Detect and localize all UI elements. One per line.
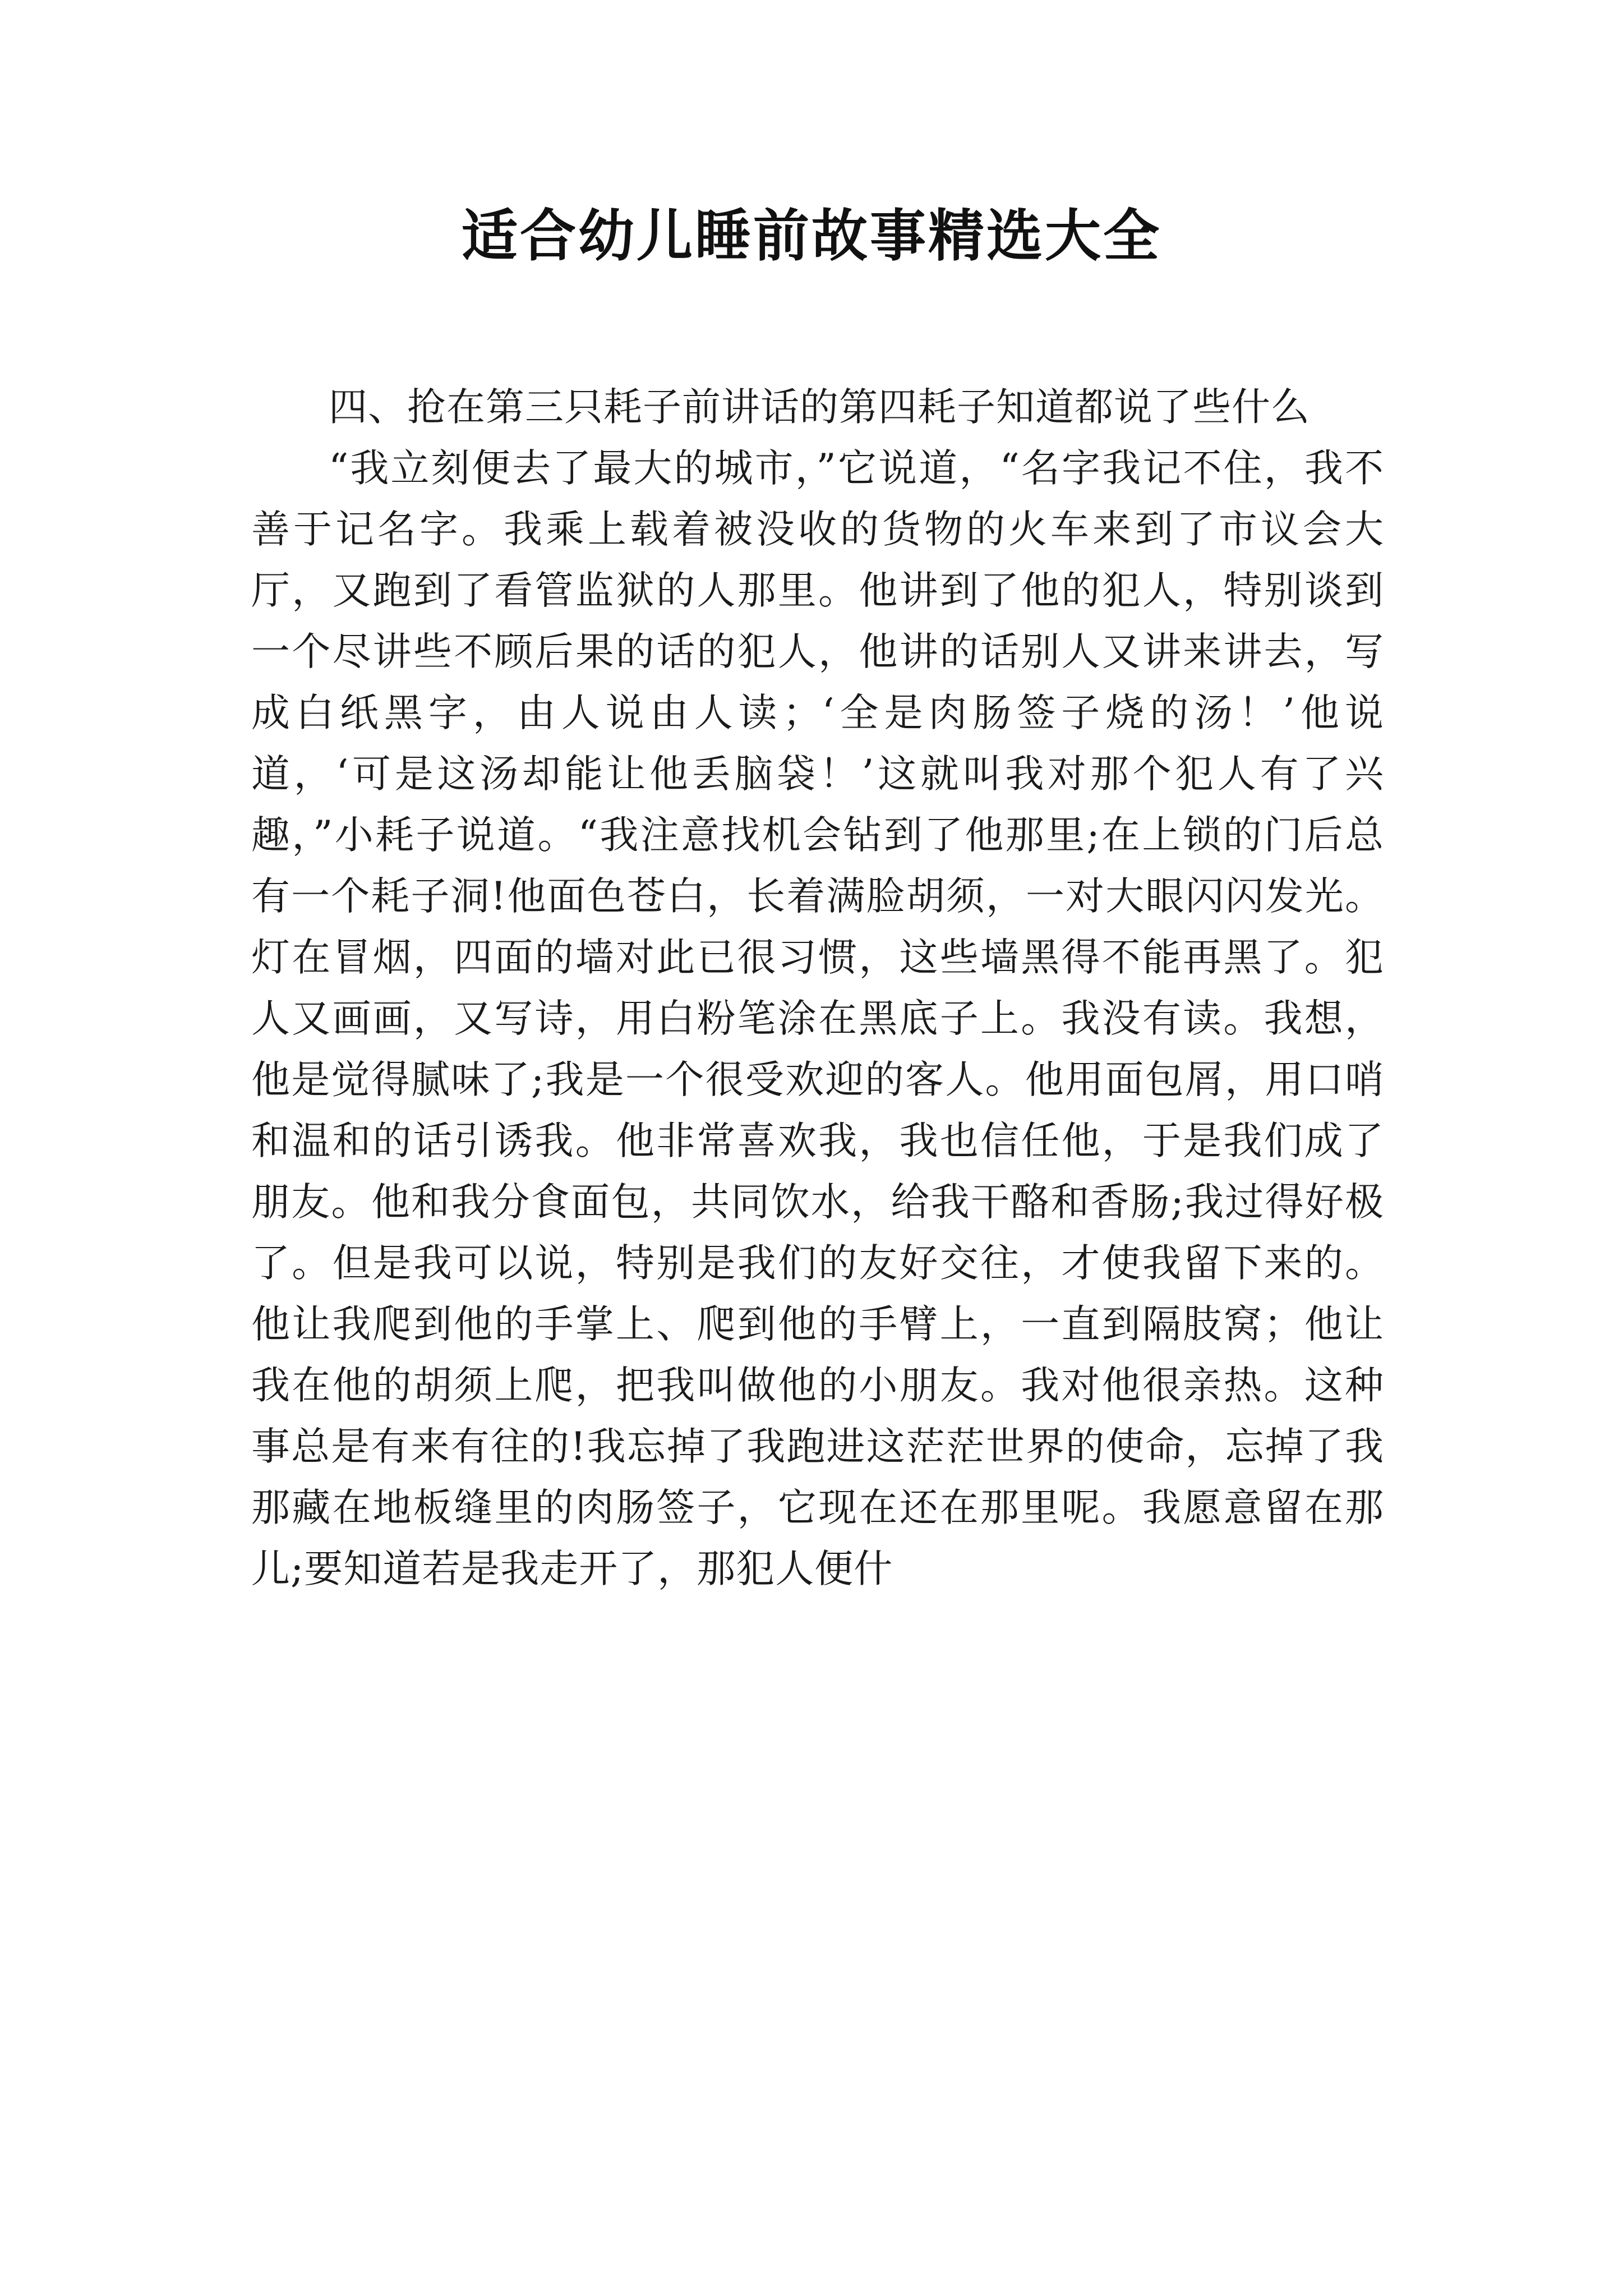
document-body <box>251 377 1384 1600</box>
section-heading-paragraph: 四、抢在第三只耗子前讲话的第四耗子知道都说了些什么 <box>329 385 1310 430</box>
document-title: 适合幼儿睡前故事精选大全 <box>462 203 1161 269</box>
story-paragraph: “我立刻便去了最大的城市，”它说道，“名字我记不住，我不善于记名字。我乘上载着被没收的货物的火车来到了市议会大厅，又跑到了看管监狱的人那里。他讲到了他的犯人，特别谈到一个尽讲些不顾后果的话的犯人，他讲的话别人又讲来讲去，写成白纸黑字，由人说由人读；‘全是肉肠签子烧的汤！’他说道，‘可是这汤却能让他丢脑袋！’这就叫我对那个犯人有了兴趣，”小耗子说道。“我注意找机会钻到了他那里;在上锁的门后总有一个耗子洞!他面色苍白，长着满脸胡须，一对大眼闪闪发光。灯在冒烟，四面的墙对此已很习惯，这些墙黑得不能再黑了。犯人又画画，又写诗，用白粉笔涂在黑底子上。我没有读。我想，他是觉得腻味了;我是一个很受欢迎的客人。他用面包屑，用口哨和温和的话引诱我。他非常喜欢我，我也信任他，于是我们成了朋友。他和我分食面包，共同饮水，给我干酪和香肠;我过得好极了。但是我可以说，特别是我们的友好交往，才使我留下来的。他让我爬到他的手掌上、爬到他的手臂上，一直到隔肢窝；他让我在他的胡须上爬，把我叫做他的小朋友。我对他很亲热。这种事总是有来有往的!我忘掉了我跑进这茫茫世界的使命，忘掉了我那藏在地板缝里的肉肠签子，它现在还在那里呢。我愿意留在那儿;要知道若是我走开了，那犯人便什 <box>251 446 1385 1591</box>
